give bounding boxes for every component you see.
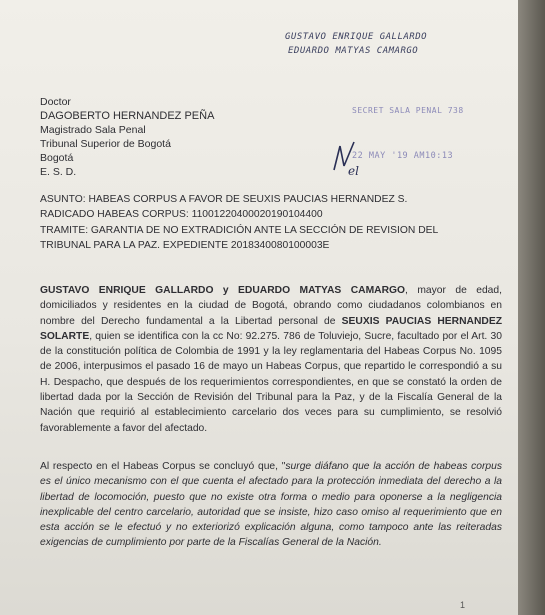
page-edge-shadow <box>518 0 545 615</box>
addressee-role: Magistrado Sala Penal <box>40 124 146 136</box>
office-stamp: SECRET SALA PENAL 738 <box>352 106 464 115</box>
paragraph-1 <box>40 283 502 436</box>
asunto-name: SEUXIS PAUCIAS HERNANDEZ S. <box>242 194 408 205</box>
tramite-line-1: TRAMITE: GARANTIA DE NO EXTRADICIÓN ANTE LA SECCIÓN DE REVISION DEL <box>40 224 439 236</box>
addressee-court: Tribunal Superior de Bogotá <box>40 138 171 150</box>
handwritten-name-1: GUSTAVO ENRIQUE GALLARDO <box>285 32 428 42</box>
date-stamp: 22 MAY '19 AM10:13 <box>352 151 454 161</box>
paragraph-2 <box>40 459 502 551</box>
addressee-title: Doctor <box>40 96 71 108</box>
tramite-line-2: TRIBUNAL PARA LA PAZ. EXPEDIENTE 2018340080100003E <box>40 239 330 251</box>
handwritten-initials: el <box>348 164 359 178</box>
page-number: 1 <box>460 600 466 610</box>
petitioners-names: GUSTAVO ENRIQUE GALLARDO y EDUARDO MATYAS CAMARGO <box>40 285 406 296</box>
beneficiary-name: SEUXIS PAUCIAS HERNANDEZ SOLARTE <box>40 315 502 342</box>
paragraph-2-quote: surge diáfano que la acción de habeas corpus es el único mecanismo con el que cuenta el afectado para la protección inmediata del derecho a la libertad de locomoción, puesto que no existe otra forma o medio para oponerse a la negligencia inexplicable del centro carcelario, autoridad que se insiste, hizo caso omiso al requerimiento que en esta acción se le efectuó y no exteriorizó explicación alguna, como tampoco ante las reiteradas exigencias de cumplimiento por parte de la Fiscalías General de la Nación. <box>40 461 502 549</box>
handwritten-name-2: EDUARDO MATYAS CAMARGO <box>288 46 419 56</box>
radicado-line: RADICADO HABEAS CORPUS: 11001220400020190104400 <box>40 209 323 221</box>
subject-block <box>40 192 500 253</box>
addressee-city: Bogotá <box>40 152 74 164</box>
paragraph-1-text-a: , mayor de edad, domiciliados y residentes en la ciudad de Bogotá, obrando como ciudadanos colombianos en nombre del Derecho fundamental a la Libertad personal de <box>40 285 502 327</box>
addressee-block <box>40 95 214 179</box>
paragraph-1-text-b: , quien se identifica con la cc No: 92.275. 786 de Toluviejo, Sucre, facultado por el Art. 30 de la constitución política de Colombia de 1991 y la ley reglamentaria del Habeas Corpus No. 1095 de 2006, interpusimos el pasado 16 de mayo un Habeas Corpus, que repartido le correspondió a su H. Despacho, que después de los requerimientos correspondientes, en que se constató la orden de libertad dada por la Sección de Revisión del Tribunal para la Paz, y de la Fiscalía General de la Nación que requirió al establecimiento carcelario dos veces para su cumplimiento, se resolvió favorablemente a favor del afectado. <box>40 330 502 434</box>
addressee-esd: E. S. D. <box>40 166 77 178</box>
paragraph-2-text-a: Al respecto en el Habeas Corpus se concluyó que, " <box>40 461 286 472</box>
asunto-line: ASUNTO: HABEAS CORPUS A FAVOR DE <box>40 194 243 205</box>
addressee-name: DAGOBERTO HERNANDEZ PEÑA <box>40 110 215 122</box>
